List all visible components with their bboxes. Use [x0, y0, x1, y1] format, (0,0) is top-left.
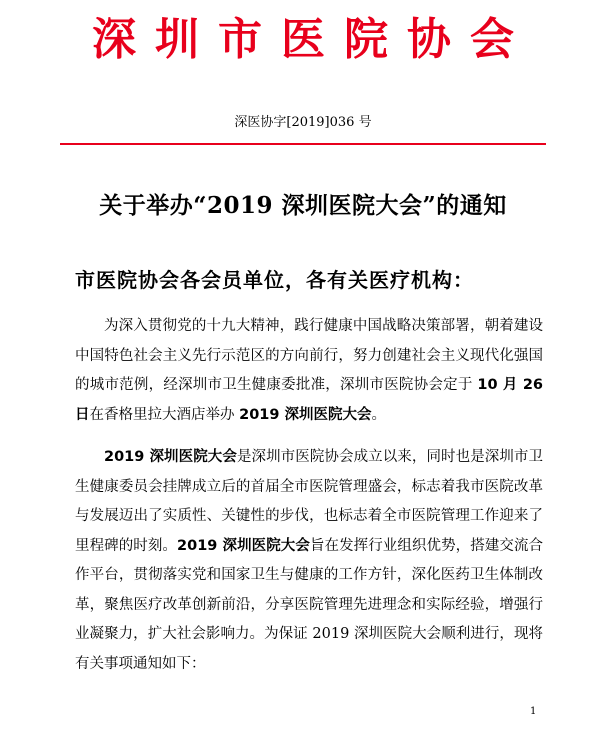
paragraph-2-text-1: 是深圳市医院协会成立以来，同时也是深圳市卫生健康委员会挂牌成立后的首届全市医院管理盛会，标志着我市医院改革与发展迈出了实质性、关键性的步伐，也标志着全市医院管理工作迎来了里程碑的时刻。	[75, 449, 544, 554]
salutation: 市医院协会各会员单位，各有关医疗机构：	[75, 268, 474, 292]
paragraph-1-mid: 在香格里拉大酒店举办	[89, 406, 240, 423]
event-name: 2019 深圳医院大会	[239, 406, 372, 423]
event-date: 10 月 26 日	[75, 377, 543, 423]
notice-title: 关于举办“2019 深圳医院大会”的通知	[99, 192, 507, 219]
paragraph-2-text-2: 旨在发挥行业组织优势，搭建交流合作平台，贯彻落实党和国家卫生与健康的工作方针，深化医药卫生体制改革，聚焦医疗改革创新前沿，分享医院管理先进理念和实际经验，增强行业凝聚力，扩大社会影响力。为保证 2019 深圳医院大会顺利进行，现将有关事项通知如下：	[75, 537, 544, 672]
paragraph-1-end: 。	[371, 406, 387, 423]
event-name: 2019 深圳医院大会	[104, 449, 237, 465]
event-name: 2019 深圳医院大会	[177, 537, 310, 554]
paragraph-1-text: 为深入贯彻党的十九大精神，践行健康中国战略决策部署，朝着建设中国特色社会主义先行示范区的方向前行，努力创建社会主义现代化强国的城市范例，经深圳市卫生健康委批准，深圳市医院协会定于	[75, 318, 543, 393]
paragraph-2	[75, 443, 543, 679]
document-number: 深医协字[2019]036 号	[234, 115, 372, 130]
red-divider-line	[60, 143, 546, 145]
organization-title: 深圳市医院协会	[92, 14, 533, 65]
page-number: 1	[530, 706, 537, 717]
paragraph-1	[75, 312, 543, 430]
